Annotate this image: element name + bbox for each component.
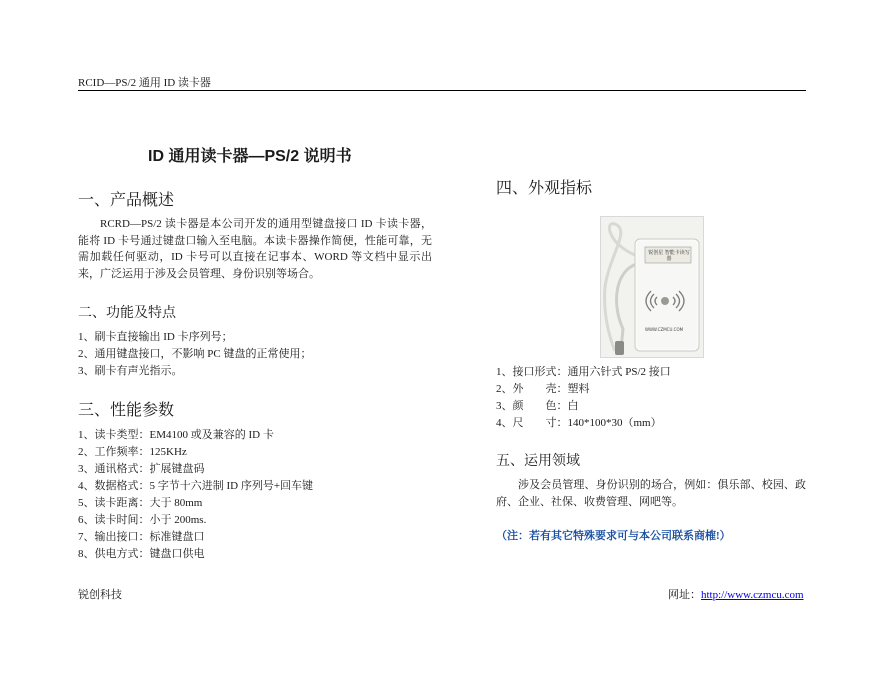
list-item: 3、通讯格式：扩展键盘码: [78, 463, 205, 475]
section-applications-text: 涉及会员管理、身份识别的场合，例如：俱乐部、校园、政府、企业、社保、收费管理、网吧等。: [496, 479, 806, 508]
list-item: 2、通用键盘接口，不影响 PC 键盘的正常使用；: [78, 348, 312, 360]
website-link[interactable]: http://www.czmcu.com: [701, 589, 804, 601]
list-item: 3、颜 色：白: [496, 400, 579, 412]
list-item: 1、接口形式：通用六针式 PS/2 接口: [496, 366, 671, 378]
device-label: 锐创星 智能卡读写器: [648, 250, 690, 262]
list-item: 6、读卡时间：小于 200ms.: [78, 514, 207, 526]
list-item: 1、刷卡直接输出 ID 卡序列号；: [78, 331, 233, 343]
footer-website: [668, 586, 804, 602]
header-divider: [78, 90, 806, 91]
list-item: 2、工作频率：125KHz: [78, 446, 187, 458]
section-overview-text: RCRD—PS/2 读卡器是本公司开发的通用型键盘接口 ID 卡读卡器，能将 ID 卡号通过键盘口输入至电脑。本读卡器操作简便，性能可靠，无需加载任何驱动，ID 卡号可以直接在记事本、WORD 等文档中显示出来，广泛运用于涉及会员管理、身份识别等场合。: [78, 218, 432, 280]
footer-company: 锐创科技: [78, 589, 122, 601]
section-features-heading: 二、功能及特点: [78, 304, 176, 320]
list-item: 4、尺 寸：140*100*30（mm）: [496, 417, 662, 429]
device-url: WWW.CZMCU.COM: [645, 327, 684, 332]
section-appearance-heading: 四、外观指标: [496, 180, 593, 197]
list-item: 4、数据格式：5 字节十六进制 ID 序列号+回车键: [78, 480, 314, 492]
section-performance-heading: 三、性能参数: [78, 402, 175, 419]
section-applications-heading: 五、运用领域: [496, 452, 580, 468]
list-item: 2、外 壳：塑料: [496, 383, 590, 395]
appearance-list: [496, 364, 671, 432]
list-item: 8、供电方式：键盘口供电: [78, 548, 205, 560]
document-title: ID 通用读卡器—PS/2 说明书: [148, 148, 352, 165]
header-title: RCID—PS/2 通用 ID 读卡器: [78, 77, 211, 89]
contact-note: （注：若有其它特殊要求可与本公司联系商榷!）: [496, 530, 731, 542]
features-list: [78, 329, 311, 380]
section-overview-heading: 一、产品概述: [78, 192, 175, 209]
performance-list: [78, 427, 313, 563]
list-item: 5、读卡距离：大于 80mm: [78, 497, 203, 509]
list-item: 3、刷卡有声光指示。: [78, 365, 183, 377]
list-item: 1、读卡类型：EM4100 或及兼容的 ID 卡: [78, 429, 274, 441]
footer-url-label: 网址：: [668, 589, 701, 601]
list-item: 7、输出接口：标准键盘口: [78, 531, 205, 543]
card-reader-photo: [600, 216, 704, 358]
